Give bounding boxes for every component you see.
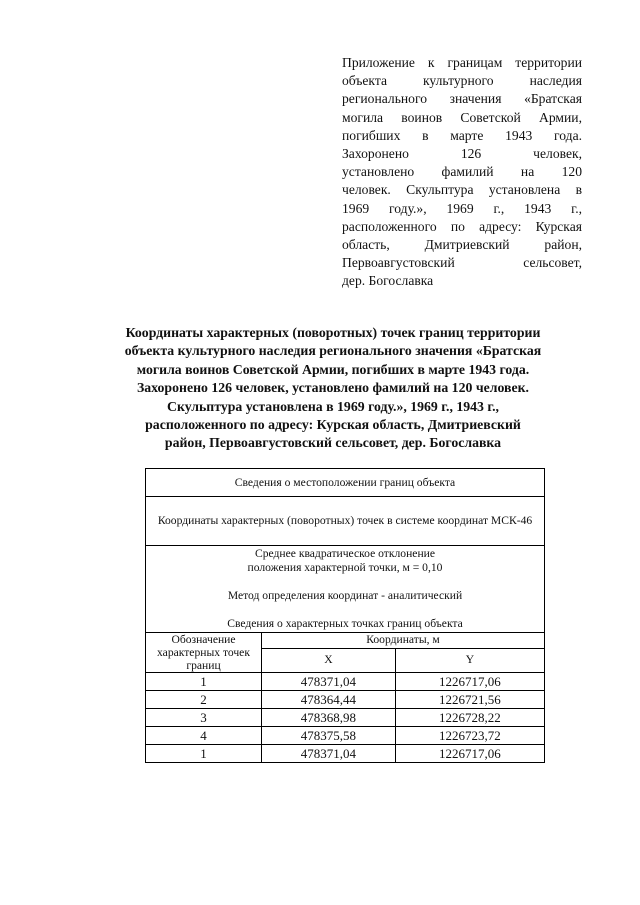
y-header: Y — [395, 648, 544, 672]
title-line: Захоронено 126 человек, установлено фамилий на 120 человек. — [136, 380, 530, 396]
y-value: 1226717,06 — [395, 745, 544, 763]
x-value: 478371,04 — [262, 745, 396, 763]
title-line: район, Первоавгустовский сельсовет, дер. Богославка — [164, 435, 502, 451]
point-id: 2 — [146, 691, 262, 709]
appendix-line: установлено фамилий на 120 — [342, 164, 582, 180]
appendix-line: человек. Скульптура установлена в — [342, 182, 582, 198]
y-value: 1226721,56 — [395, 691, 544, 709]
table-row — [146, 727, 545, 745]
x-value: 478364,44 — [262, 691, 396, 709]
appendix-line: расположенного по адресу: Курская — [342, 218, 582, 234]
title-line: могила воинов Советской Армии, погибших в марте 1943 года. — [136, 361, 530, 377]
y-value: 1226723,72 — [395, 727, 544, 745]
title-line: расположенного по адресу: Курская область, Дмитриевский — [145, 417, 521, 433]
appendix-line: Первоавгустовский сельсовет, — [342, 255, 582, 271]
x-value: 478375,58 — [262, 727, 396, 745]
x-header: X — [262, 648, 396, 672]
appendix-note — [342, 54, 582, 291]
method-line: Метод определения координат - аналитический — [227, 589, 463, 602]
deviation-line: Среднее квадратическое отклонение — [255, 547, 435, 560]
boundary-table — [145, 468, 545, 763]
appendix-line: Приложение к границам территории — [342, 55, 582, 70]
table-row — [146, 673, 545, 691]
coord-system-cell: Координаты характерных (поворотных) точек в системе координат МСК-46 — [146, 497, 545, 546]
appendix-line: 1969 году.», 1969 г., 1943 г., — [342, 200, 582, 216]
coordinates-header: Координаты, м — [262, 633, 545, 649]
title-line: Скульптура установлена в 1969 году.», 1969 г., 1943 г., — [166, 398, 499, 414]
point-id: 4 — [146, 727, 262, 745]
point-label-header: Обозначение характерных точек границ — [146, 633, 262, 673]
title-line: объекта культурного наследия регионального значения «Братская — [124, 343, 542, 359]
document-title — [98, 324, 568, 453]
location-header: Сведения о местоположении границ объекта — [146, 469, 545, 497]
y-value: 1226717,06 — [395, 673, 544, 691]
point-id: 1 — [146, 673, 262, 691]
table-row — [146, 745, 545, 763]
table-row — [146, 691, 545, 709]
appendix-line: Захоронено 126 человек, — [342, 146, 582, 162]
table-row — [146, 709, 545, 727]
x-value: 478368,98 — [262, 709, 396, 727]
accuracy-cell — [146, 546, 545, 633]
y-value: 1226728,22 — [395, 709, 544, 727]
point-id: 1 — [146, 745, 262, 763]
x-value: 478371,04 — [262, 673, 396, 691]
point-id: 3 — [146, 709, 262, 727]
deviation-line: положения характерной точки, м = 0,10 — [247, 561, 443, 574]
appendix-line: могила воинов Советской Армии, — [342, 109, 582, 125]
appendix-line: дер. Богославка — [342, 273, 434, 289]
points-header: Сведения о характерных точках границ объекта — [227, 617, 463, 630]
appendix-line: погибших в марте 1943 года. — [342, 127, 582, 143]
title-line: Координаты характерных (поворотных) точек границ территории — [125, 325, 541, 340]
appendix-line: объекта культурного наследия — [342, 73, 582, 89]
appendix-line: область, Дмитриевский район, — [342, 237, 582, 253]
appendix-line: регионального значения «Братская — [342, 91, 582, 107]
